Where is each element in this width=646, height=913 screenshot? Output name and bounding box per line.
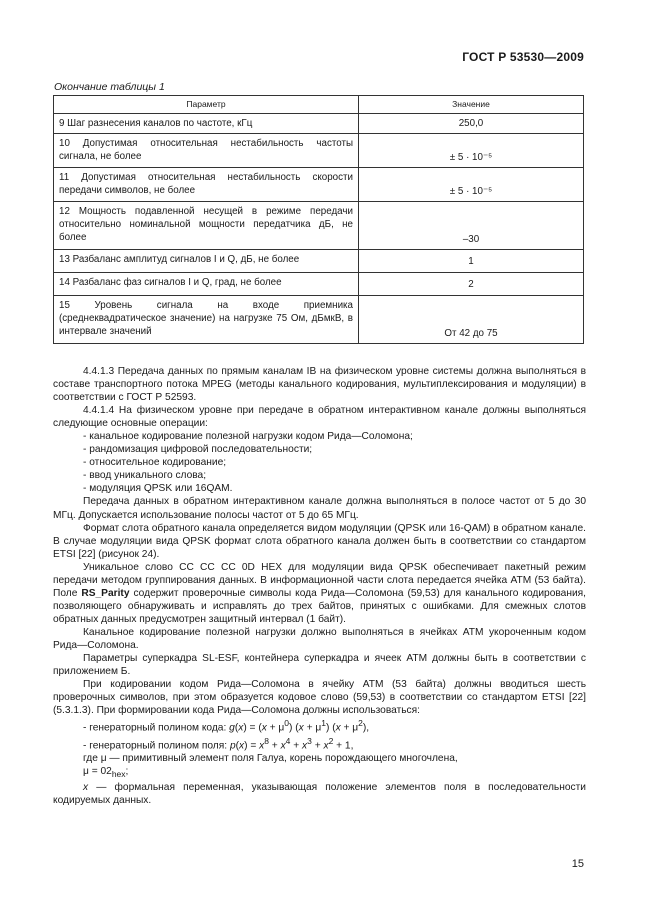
formula-mu: $\mu = 02_{hex}$;: [83, 766, 129, 780]
table-row: [54, 134, 584, 168]
value-cell: –30: [359, 202, 584, 250]
table-row: [54, 250, 584, 273]
body-text: [53, 365, 586, 807]
list-item: - канальное кодирование полезной нагрузки кодом Рида—Соломона;: [83, 431, 413, 443]
param-cell: 10 Допустимая относительная нестабильность частоты сигнала, не более: [54, 134, 359, 168]
document-id: ГОСТ Р 53530—2009: [462, 50, 584, 64]
paragraph: Параметры суперкадра SL-ESF, контейнера суперкадра и ячеек ATM должны быть в соответствии с приложением Б.: [53, 653, 586, 678]
paragraph-part: Уникальное слово CC CC CC 0D HEX для модуляции вида QPSK обеспечивает пакетный режим передачи методом группирования данных. В информационной части слота передается ячейка ATM (53 байта). Поле: [53, 561, 586, 599]
table-row: [54, 202, 584, 250]
paragraph: Передача данных в обратном интерактивном канале должна выполняться в полосе частот от 5 до 30 МГц. Допускается использование полосы частот от 5 до 65 МГц.: [53, 496, 586, 521]
parameters-table: [53, 95, 584, 344]
paragraph-part: содержит проверочные символы кода Рида—Соломона (59,53) для канального кодирования, позволяющего обнаруживать и исправлять до трех байтов, принятых с ошибками. Для смежных слотов обратных данных предусмотрен защитный интервал (1 байт).: [53, 587, 586, 625]
field-name: RS_Parity: [81, 587, 130, 599]
formula-label: - генераторный полином поля:: [83, 740, 230, 752]
paragraph: Канальное кодирование полезной нагрузки должно выполняться в ячейках ATM укороченным кодом Рида—Соломона.: [53, 626, 586, 651]
value-cell: ± 5 · 10⁻⁵: [359, 168, 584, 202]
param-cell: 13 Разбаланс амплитуд сигналов I и Q, дБ, не более: [54, 250, 359, 273]
paragraph: 4.4.1.3 Передача данных по прямым каналам IB на физическом уровне системы должна выполняться в составе транспортного потока MPEG (методы канального кодирования, мультиплексирования и модуляции) в соответствии с ГОСТ Р 52593.: [53, 366, 586, 404]
list-item: - рандомизация цифровой последовательности;: [83, 444, 313, 456]
table-row: [54, 168, 584, 202]
page-number: 15: [571, 858, 584, 870]
paragraph: [53, 561, 586, 626]
list-item: - относительное кодирование;: [83, 457, 227, 469]
value-cell: 250,0: [359, 114, 584, 134]
paragraph-part: — формальная переменная, указывающая положение элементов поля в последовательности кодируемых данных.: [53, 782, 586, 807]
paragraph: где μ — примитивный элемент поля Галуа, корень порождающего многочлена,: [83, 753, 458, 765]
list-item: - модуляция QPSK или 16QAM.: [83, 483, 233, 495]
header-param: Параметр: [54, 96, 359, 114]
table-header-row: [54, 96, 584, 114]
table-row: [54, 273, 584, 296]
formula-label: - генераторный полином кода:: [83, 722, 230, 734]
param-cell: 9 Шаг разнесения каналов по частоте, кГц: [54, 114, 359, 134]
value-cell: 2: [359, 273, 584, 296]
paragraph: Формат слота обратного канала определяется видом модуляции (QPSK или 16-QAM) в обратном канале. В случае модуляции вида QPSK формат слота обратного канала должен быть в соответствии со стандартом ETSI [22] (рисунок 24).: [53, 522, 586, 560]
value-cell: От 42 до 75: [359, 296, 584, 344]
table-row: [54, 114, 584, 134]
param-cell: 14 Разбаланс фаз сигналов I и Q, град, не более: [54, 273, 359, 296]
paragraph: При кодировании кодом Рида—Соломона в ячейку ATM (53 байта) должны вводиться шесть проверочных символов, при этом образуется кодовое слово (59,53) в соответствии со стандартом ETSI [22] (5.3.1.3). При формировании кода Рида—Соломона должны использоваться:: [53, 679, 586, 717]
value-cell: ± 5 · 10⁻⁵: [359, 134, 584, 168]
param-cell: 12 Мощность подавленной несущей в режиме передачи относительно номинальной мощности передатчика дБ, не более: [54, 202, 359, 250]
paragraph: x — формальная переменная, указывающая положение элементов поля в последовательности кодируемых данных.: [53, 782, 586, 807]
table-row: [54, 296, 584, 344]
header-value: Значение: [359, 96, 584, 114]
value-cell: 1: [359, 250, 584, 273]
formula-field-polynomial: - генераторный полином поля: $p(x) = x^8 + x^4 + x^3 + x^2 + 1$,: [83, 735, 354, 752]
param-cell: 11 Допустимая относительная нестабильность скорости передачи символов, не более: [54, 168, 359, 202]
table-caption: Окончание таблицы 1: [54, 81, 165, 93]
formula-code-polynomial: - генераторный полином кода: $g(x) = (x + \mu^0)$ $(x + \mu^1)$ $(x + \mu^2)$,: [83, 718, 370, 734]
param-cell: 15 Уровень сигнала на входе приемника (среднеквадратическое значение) на нагрузке 75 Ом, дБмкВ, в интервале значений: [54, 296, 359, 344]
list-item: - ввод уникального слова;: [83, 470, 207, 482]
paragraph: 4.4.1.4 На физическом уровне при передаче в обратном интерактивном канале должны выполняться следующие основные операции:: [53, 405, 586, 430]
